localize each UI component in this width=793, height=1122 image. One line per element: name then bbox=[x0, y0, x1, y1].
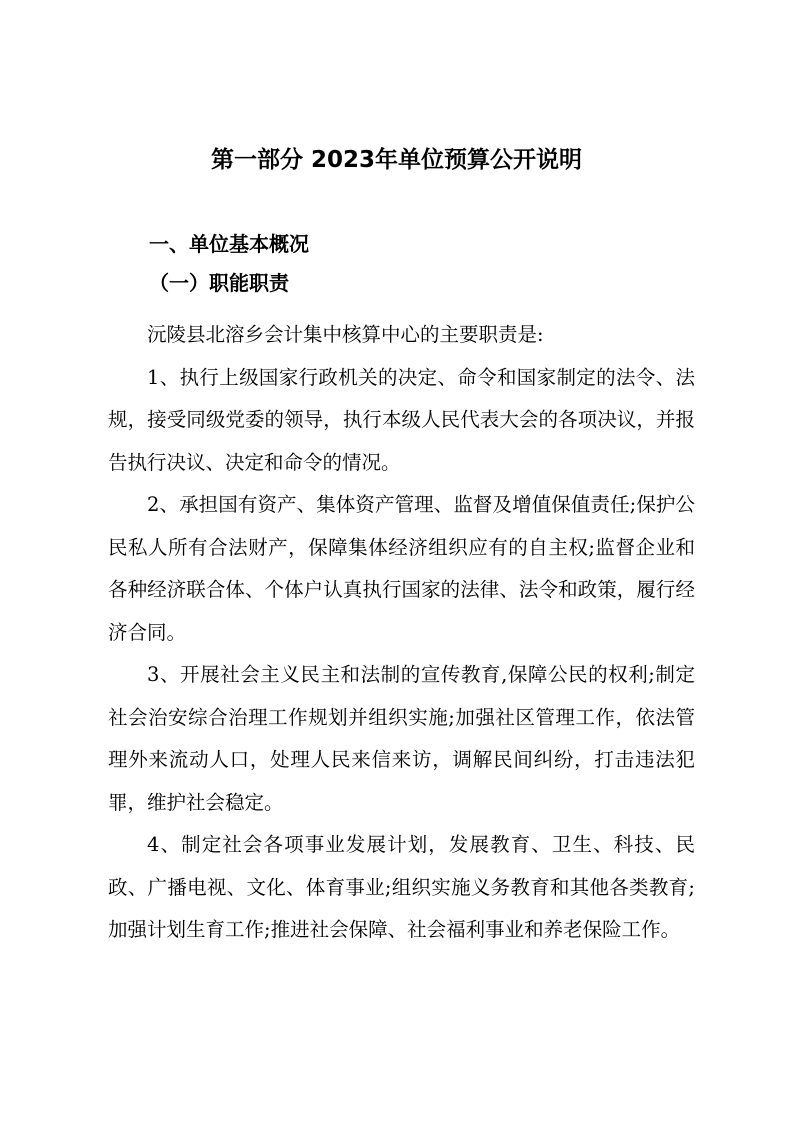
document-title: 第一部分 2023年单位预算公开说明 bbox=[210, 147, 583, 173]
duty-paragraph-2: 2、承担国有资产、集体资产管理、监督及增值保值责任;保护公民私人所有合法财产，保障集体经济组织应有的自主权;监督企业和各种经济联合体、个体户认真执行国家的法律、法令和政策，履行经济合同。 bbox=[108, 493, 695, 644]
subsection-heading: （一）职能职责 bbox=[149, 271, 289, 295]
duty-paragraph-3: 3、开展社会主义民主和法制的宣传教育,保障公民的权利;制定社会治安综合治理工作规划并组织实施;加强社区管理工作，依法管理外来流动人口，处理人民来信来访，调解民间纠纷，打击违法犯罪，维护社会稳定。 bbox=[108, 663, 695, 814]
section-heading: 一、单位基本概况 bbox=[149, 232, 309, 256]
document-body bbox=[108, 314, 695, 952]
intro-paragraph: 沅陵县北溶乡会计集中核算中心的主要职责是: bbox=[147, 323, 544, 346]
duty-paragraph-1: 1、执行上级国家行政机关的决定、命令和国家制定的法令、法规，接受同级党委的领导，执行本级人民代表大会的各项决议，并报告执行决议、决定和命令的情况。 bbox=[108, 365, 695, 474]
duty-paragraph-4: 4、制定社会各项事业发展计划，发展教育、卫生、科技、民政、广播电视、文化、体育事业;组织实施义务教育和其他各类教育;加强计划生育工作;推进社会保障、社会福利事业和养老保险工作。 bbox=[108, 833, 695, 941]
